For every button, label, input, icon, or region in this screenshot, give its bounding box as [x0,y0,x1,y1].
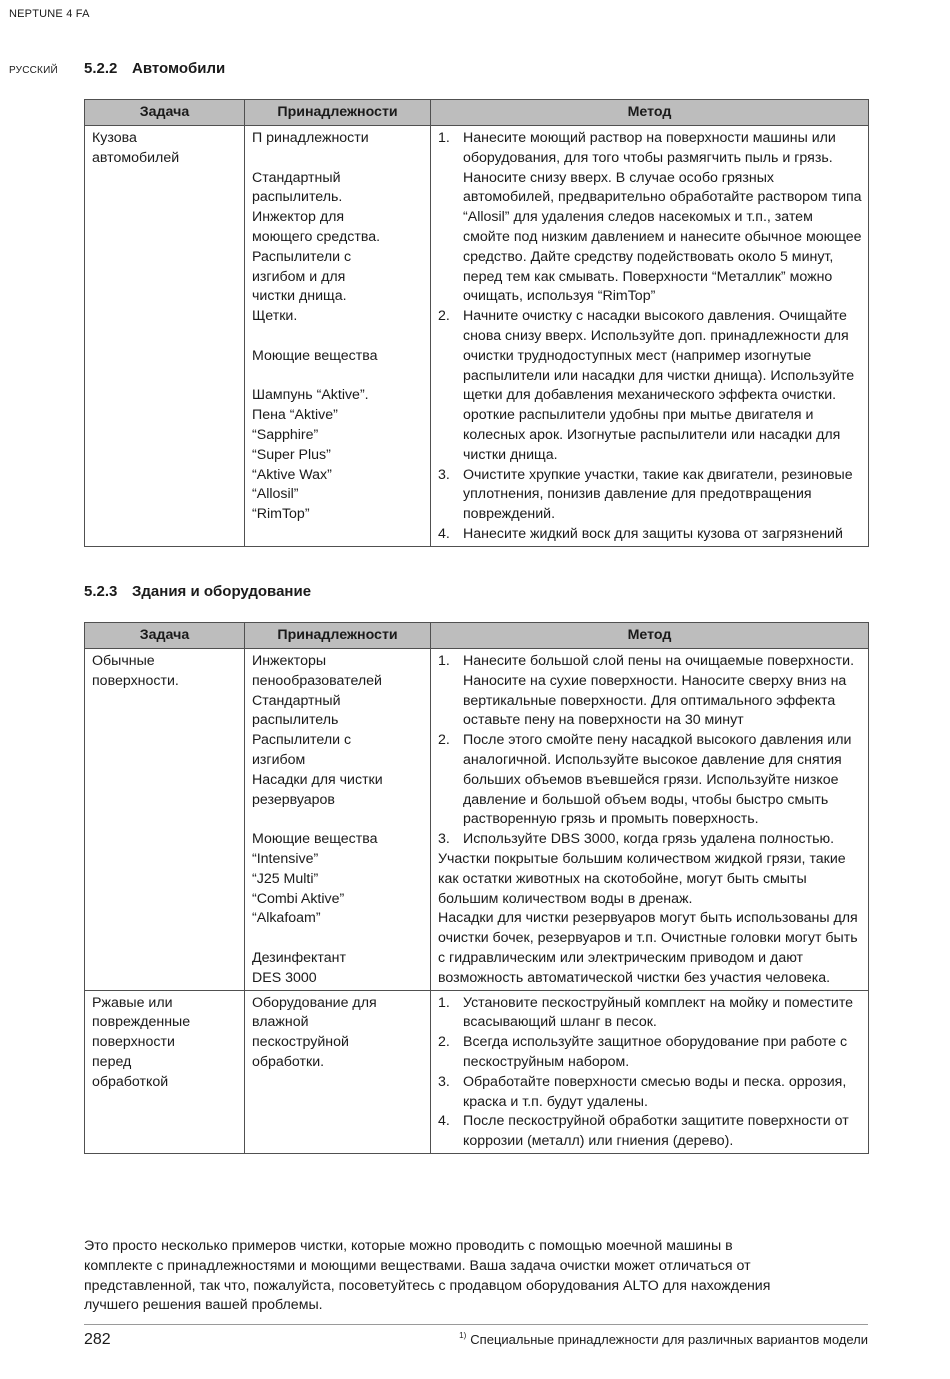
task-cell [85,649,245,991]
text-line [252,929,424,949]
footnote-mark: 1) [459,1331,467,1340]
list-item [438,466,862,525]
step-text: Обработайте поверхности смесью воды и песка. оррозия, краска и т.п. будут удалены. [463,1073,847,1110]
method-note: Насадки для чистки резервуаров могут быть использованы для очистки бочек, резервуаров и т.п. Очистные головки могут быть с гидравлическим или электрическим приводом и дают возможность автоматической чистки без участия человека. [438,910,858,986]
method-notes [438,850,862,989]
cars-cleaning-table [84,99,869,547]
section-title: Автомобили [132,60,226,77]
method-cell [431,649,869,991]
list-item [438,994,862,1034]
text-line: Насадки для чистки [252,771,383,788]
text-line: Инжектор для [252,209,345,226]
accessories-cell [245,126,431,547]
text-line: “Intensive” [252,850,319,867]
step-text: После этого смойте пену насадкой высокого давления или аналогичной. Используйте высокое давление для снятия больших объемов въевшейся грязи. Используйте низкое давление и большой объем воды, чтобы быстро смыть растворенную грязь и промыть поверхность. [463,732,852,828]
step-number: 3. [438,466,450,483]
step-text: Начните очистку с насадки высокого давления. Очищайте снова снизу вверх. Используйте доп. принадлежности для очистки труднодоступных мест (например изогнутые распылители или насадки для чистки днища). Используйте щетки для добавления механического эффекта очистки. ороткие распылители удобны при мытье двигателя и колесных арок. Изогнутые распылители или насадки для чистки днища. [463,308,855,463]
text-line: “J25 Multi” [252,870,319,887]
text-line: Стандартный [252,692,341,709]
text-line: Щетки. [252,308,298,325]
text-line: влажной [252,1014,309,1031]
table-row [85,649,869,991]
text-line: изгибом [252,751,306,768]
task-cell [85,126,245,547]
list-item [438,307,862,465]
text-line: “RimTop” [252,506,310,523]
method-cell [431,126,869,547]
list-item [438,525,862,545]
text-line: Оборудование для [252,994,377,1011]
text-line: DES 3000 [252,969,317,986]
text-line: Ржавые или [92,994,173,1011]
column-header-accessories: Принадлежности [245,623,431,649]
text-line: “Super Plus” [252,446,331,463]
step-number: 2. [438,1034,450,1051]
closing-paragraph [84,1237,874,1316]
text-line: “Alkafoam” [252,910,321,927]
step-text: Нанесите жидкий воск для защиты кузова от загрязнений [463,525,843,542]
text-line: распылитель [252,712,339,729]
text-line: пескоструйной [252,1034,349,1051]
accessories-cell [245,990,431,1153]
buildings-cleaning-table [84,622,869,1154]
table-row [85,990,869,1153]
footnote [459,1331,868,1347]
column-header-accessories: Принадлежности [245,100,431,126]
step-number: 4. [438,525,450,542]
column-header-task: Задача [85,100,245,126]
step-text: Установите пескоструйный комплект на мойку и поместите всасывающий шланг в песок. [463,994,854,1031]
method-note: Участки покрытые большим количеством жидкой грязи, такие как остатки животных на скотобойне, могут быть смыты большим количеством воды в дренаж. [438,850,846,907]
text-line: поверхности [92,1034,175,1051]
text-line [252,367,424,387]
text-line: Моющие вещества [252,831,378,848]
section-number: 5.2.3 [84,583,118,600]
step-number: 4. [438,1113,450,1130]
text-line: П ринадлежности [252,130,369,146]
table-header-row [85,623,869,649]
method-steps [438,652,862,850]
list-item [438,1073,862,1113]
list-item [438,1112,862,1152]
text-line: Моющие вещества [252,347,378,364]
text-line: Инжекторы [252,653,327,669]
method-steps [438,994,862,1152]
text-line: поверхности. [92,672,179,689]
table-header-row [85,100,869,126]
section-number: 5.2.2 [84,60,118,77]
list-item [438,1033,862,1073]
page-number: 282 [84,1331,111,1348]
list-item [438,652,862,731]
document-title: NEPTUNE 4 FA [9,8,90,20]
text-line: обработкой [92,1073,169,1090]
step-number: 2. [438,732,450,749]
table-row [85,126,869,547]
step-text: Нанесите большой слой пены на очищаемые поверхности. Наносите на сухие поверхности. Наносите сверху вниз на вертикальные поверхности. Для оптимального эффекта оставьте пену на поверхности на 30 минут [463,653,855,729]
text-line: “Sapphire” [252,426,319,443]
text-line: Шампунь “Aktive”. [252,387,369,404]
text-line: лучшего решения вашей проблемы. [84,1297,323,1314]
language-label: РУССКИЙ [9,65,58,76]
text-line: Пена “Aktive” [252,407,338,424]
text-line: “Combi Aktive” [252,890,345,907]
text-line: представленной, так что, пожалуйста, посоветуйтесь с продавцом оборудования ALTO для нахождения [84,1277,771,1294]
section-title: Здания и оборудование [132,583,312,600]
text-line: обработки. [252,1053,325,1070]
text-line: изгибом и для [252,268,346,285]
text-line: поврежденные [92,1014,191,1031]
text-line: резервуаров [252,791,335,808]
text-line [252,327,424,347]
section-heading-cars [84,60,225,77]
column-header-method: Метод [431,623,869,649]
step-number: 3. [438,831,450,848]
text-line: пенообразователей [252,672,382,689]
step-number: 1. [438,994,450,1011]
accessories-cell [245,649,431,991]
text-line: Дезинфектант [252,949,346,966]
step-text: Нанесите моющий раствор на поверхности машины или оборудования, для того чтобы размягчить пыль и грязь. Наносите снизу вверх. В случае особо грязных автомобилей, предварительно обработайте раствором типа “Allosil” для удаления следов насекомых и т.п., затем смойте под низким давлением и нанесите обычное моющее средство. Дайте средству подействовать около 5 минут, перед тем как смывать. Поверхности “Металлик” можно очищать, используя “RimTop” [463,130,862,305]
step-text: Всегда используйте защитное оборудование при работе с пескоструйным набором. [463,1034,848,1070]
step-number: 3. [438,1073,450,1090]
method-cell [431,990,869,1153]
task-cell [85,990,245,1153]
step-number: 2. [438,308,450,325]
text-line: перед [92,1053,132,1070]
section-heading-buildings [84,583,311,600]
text-line: автомобилей [92,149,180,166]
text-line: Распылители с [252,248,352,265]
step-text: Очистите хрупкие участки, такие как двигатели, резиновые уплотнения, понизив давление для предотвращения повреждений. [463,466,853,523]
footer-divider [84,1324,868,1325]
text-line: Кузова [92,130,137,146]
step-number: 1. [438,130,450,146]
text-line: “Allosil” [252,486,299,503]
column-header-method: Метод [431,100,869,126]
column-header-task: Задача [85,623,245,649]
method-steps [438,129,862,545]
text-line: моющего средства. [252,228,381,245]
list-item [438,731,862,830]
text-line: “Aktive Wax” [252,466,332,483]
text-line [252,810,424,830]
text-line: чистки днища. [252,288,347,305]
text-line: Обычные [92,653,155,669]
step-text: После пескоструйной обработки защитите поверхности от коррозии (металл) или гниения (дерево). [463,1113,849,1150]
text-line: комплекте с принадлежностями и моющими веществами. Ваша задача очистки может отличаться от [84,1257,751,1274]
text-line: Распылители с [252,732,352,749]
footnote-text: Специальные принадлежности для различных вариантов модели [470,1332,868,1347]
list-item [438,129,862,307]
step-text: Используйте DBS 3000, когда грязь удалена полностью. [463,831,835,848]
text-line: Это просто несколько примеров чистки, которые можно проводить с помощью моечной машины в [84,1238,733,1254]
text-line [252,149,424,169]
text-line: распылитель. [252,189,343,206]
step-number: 1. [438,653,450,669]
list-item [438,830,862,850]
text-line: Стандартный [252,169,341,186]
